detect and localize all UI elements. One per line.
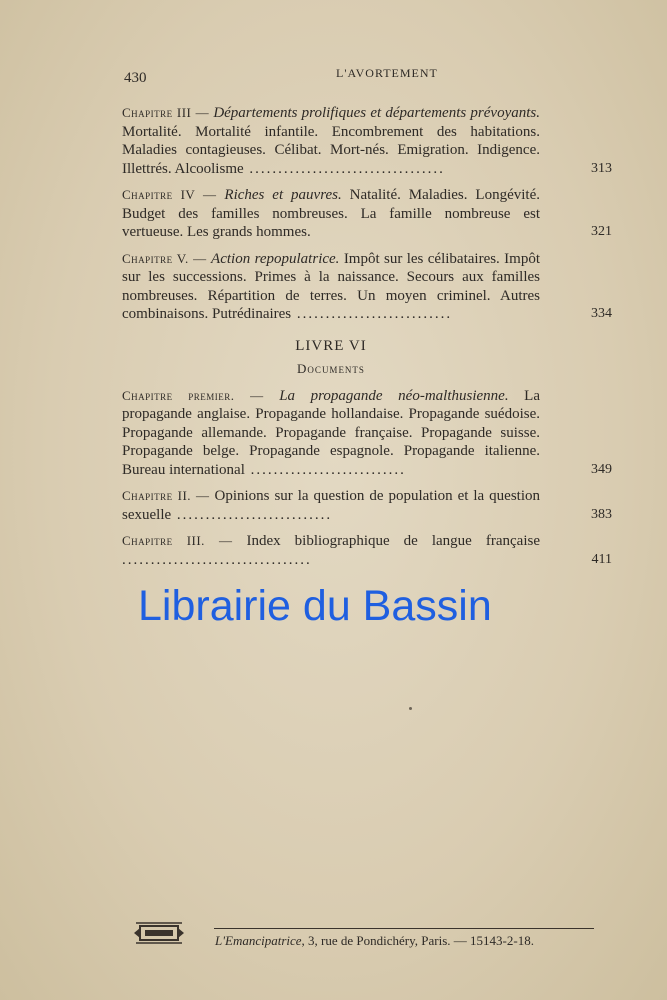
page-ref: 321 (591, 224, 612, 239)
leader-dots: ................................. (122, 551, 312, 568)
chapter-summary: Index bibliographique de langue française (232, 533, 540, 549)
ink-speck (409, 707, 412, 710)
printer-imprint (215, 933, 534, 949)
page-number: 430 (124, 70, 147, 86)
publisher-name: L'Emancipatrice (215, 933, 302, 948)
toc-entry-chapitre-5 (122, 250, 612, 324)
chapter-summary: Opinions sur la question de population et la question sexuelle (122, 488, 540, 523)
leader-dots: ........................... (244, 461, 406, 478)
chapter-summary: Natalité. Maladies. Longévité. Budget des familles nombreuses. La famille nombreuse est vertueuse. Les grands hommes. (122, 187, 540, 240)
toc-entry-chapitre-4 (122, 186, 612, 242)
leader-dots: ........................... (171, 506, 333, 523)
chapter-title: Départements prolifiques et départements prévoyants. (213, 105, 540, 121)
leader-dots: .................................. (243, 160, 445, 177)
chapter-label: Chapitre III — (122, 105, 210, 120)
chapter-label: Chapitre V. — (122, 250, 207, 266)
chapter-summary: La propagande anglaise. Propagande hollandaise. Propagande suédoise. Propagande allemande. Propagande française. Propagande suisse. Propagande belge. Propagande espagnole. Propagande italienne. Bureau international (122, 387, 540, 478)
watermark: Librairie du Bassin (138, 582, 492, 630)
toc-entry-chapitre-3 (122, 104, 612, 178)
page-ref: 349 (591, 461, 612, 477)
page-ref: 411 (591, 551, 612, 567)
publisher-address: , 3, rue de Pondichéry, Paris. — 15143-2-18. (301, 933, 534, 948)
livre-heading: LIVRE VI (295, 337, 367, 354)
page-ref: 313 (591, 160, 612, 176)
page-ref: 334 (591, 306, 612, 321)
chapter-label: Chapitre premier. — (122, 387, 264, 403)
running-title: L'AVORTEMENT (336, 66, 438, 80)
leader-dots: ........................... (291, 306, 453, 322)
table-of-contents (122, 104, 612, 577)
chapter-title: Riches et pauvres. (224, 187, 342, 203)
toc-entry-chapitre-premier (122, 387, 612, 480)
toc-entry-chapitre-2 (122, 487, 612, 524)
chapter-title: Action repopulatrice. (211, 250, 340, 267)
footer-rule (214, 928, 594, 929)
chapter-summary: Impôt sur les célibataires. Impôt sur les successions. Primes à la naissance. Secours aux familles nombreuses. Répartition de terres. Un moyen criminel. Autres combinaisons. Putrédinaires (122, 250, 541, 322)
chapter-label: Chapitre II. — (122, 488, 210, 503)
page-header (124, 66, 544, 90)
printer-ornament-icon (132, 920, 186, 946)
toc-entry-chapitre-3-livre-6 (122, 532, 612, 569)
chapter-label: Chapitre III. — (122, 533, 233, 548)
chapter-title: La propagande néo-malthusienne. (279, 387, 509, 404)
chapter-summary: Mortalité. Mortalité infantile. Encombrement des habitations. Maladies contagieuses. Célibat. Mort-nés. Emigration. Indigence. Illettrés. Alcoolisme (122, 123, 540, 177)
page-ref: 383 (591, 506, 612, 522)
chapter-label: Chapitre IV — (122, 187, 217, 202)
livre-subheading: Documents (297, 360, 365, 376)
